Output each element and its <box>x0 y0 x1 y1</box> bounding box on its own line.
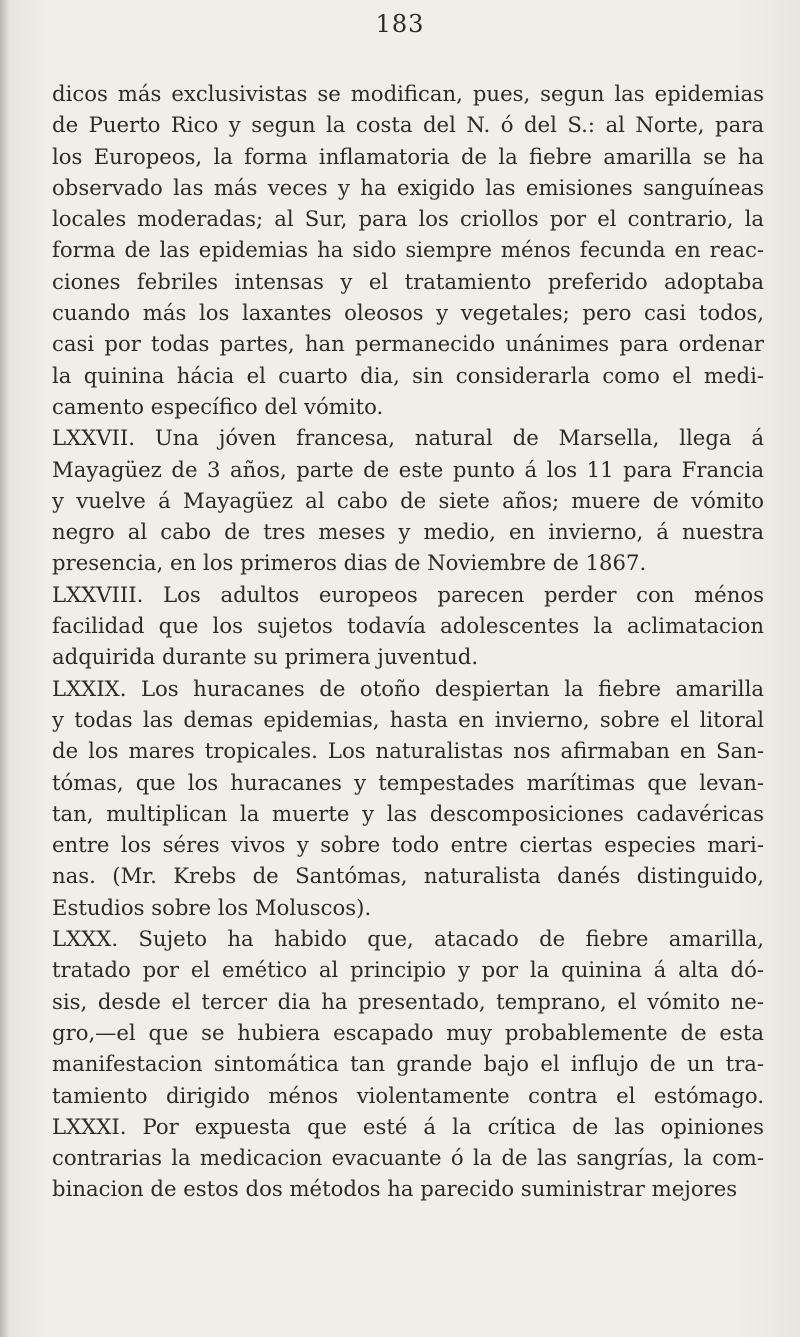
text-line: dicos más exclusivistas se modifican, pues, segun las epidemias <box>52 81 764 106</box>
text-line: tratado por el emético al principio y por la quinina á alta dó- <box>52 957 764 983</box>
text-line: contrarias la medicacion evacuante ó la de las sangrías, la com- <box>52 1145 764 1171</box>
text-line: presencia, en los primeros dias de Noviembre de 1867. <box>52 550 647 576</box>
text-line: locales moderadas; al Sur, para los criollos por el contrario, la <box>52 206 764 232</box>
text-line: tan, multiplican la muerte y las descomposiciones cadavéricas <box>52 800 764 826</box>
text-line: ciones febriles intensas y el tratamiento preferido adoptaba <box>52 268 764 294</box>
text-line: LXXX. Sujeto ha habido que, atacado de fiebre amarilla, <box>52 926 764 952</box>
text-line: observado las más veces y ha exigido las emisiones sanguíneas <box>52 174 764 200</box>
text-line: LXXIX. Los huracanes de otoño despiertan la fiebre amarilla <box>52 675 764 701</box>
text-line: los Europeos, la forma inflamatoria de la fiebre amarilla se ha <box>52 143 764 169</box>
body-text <box>52 78 764 1205</box>
text-line: Estudios sobre los Moluscos). <box>52 894 372 920</box>
text-line: nas. (Mr. Krebs de Santómas, naturalista danés distinguido, <box>52 863 764 889</box>
text-line: de Puerto Rico y segun la costa del N. ó del S.: al Norte, para <box>52 112 764 138</box>
text-line: LXXXI. Por expuesta que esté á la crítica de las opiniones <box>52 1113 764 1139</box>
text-line: y todas las demas epidemias, hasta en invierno, sobre el litoral <box>52 706 764 732</box>
text-line: camento específico del vómito. <box>52 393 384 419</box>
text-line: Mayagüez de 3 años, parte de este punto á los 11 para Francia <box>52 456 764 482</box>
text-line: sis, desde el tercer dia ha presentado, temprano, el vómito ne- <box>52 988 764 1014</box>
text-line: facilidad que los sujetos todavía adolescentes la aclimatacion <box>52 613 764 639</box>
text-line: de los mares tropicales. Los naturalistas nos afirmaban en San- <box>52 738 764 764</box>
text-line: tamiento dirigido ménos violentamente contra el estómago. <box>52 1082 764 1108</box>
text-line: binacion de estos dos métodos ha parecido suministrar mejores <box>52 1176 738 1202</box>
text-line: la quinina hácia el cuarto dia, sin considerarla como el medi- <box>52 362 764 388</box>
text-line: LXXVIII. Los adultos europeos parecen perder con ménos <box>52 581 764 607</box>
text-line: entre los séres vivos y sobre todo entre ciertas especies mari- <box>52 832 764 858</box>
page-edge-shadow <box>0 0 10 1337</box>
text-line: negro al cabo de tres meses y medio, en invierno, á nuestra <box>52 519 764 545</box>
text-line: casi por todas partes, han permanecido unánimes para ordenar <box>52 331 764 357</box>
text-line: y vuelve á Mayagüez al cabo de siete años; muere de vómito <box>52 487 764 513</box>
text-line: adquirida durante su primera juventud. <box>52 644 479 670</box>
text-line: cuando más los laxantes oleosos y vegetales; pero casi todos, <box>52 300 764 326</box>
text-line: manifestacion sintomática tan grande bajo el influjo de un tra- <box>52 1051 764 1077</box>
text-line: forma de las epidemias ha sido siempre ménos fecunda en reac- <box>52 237 764 263</box>
text-line: gro,—el que se hubiera escapado muy probablemente de esta <box>52 1019 764 1045</box>
page-number: 183 <box>375 10 425 38</box>
text-line: LXXVII. Una jóven francesa, natural de Marsella, llega á <box>52 425 764 451</box>
text-line: tómas, que los huracanes y tempestades marítimas que levan- <box>52 769 764 795</box>
